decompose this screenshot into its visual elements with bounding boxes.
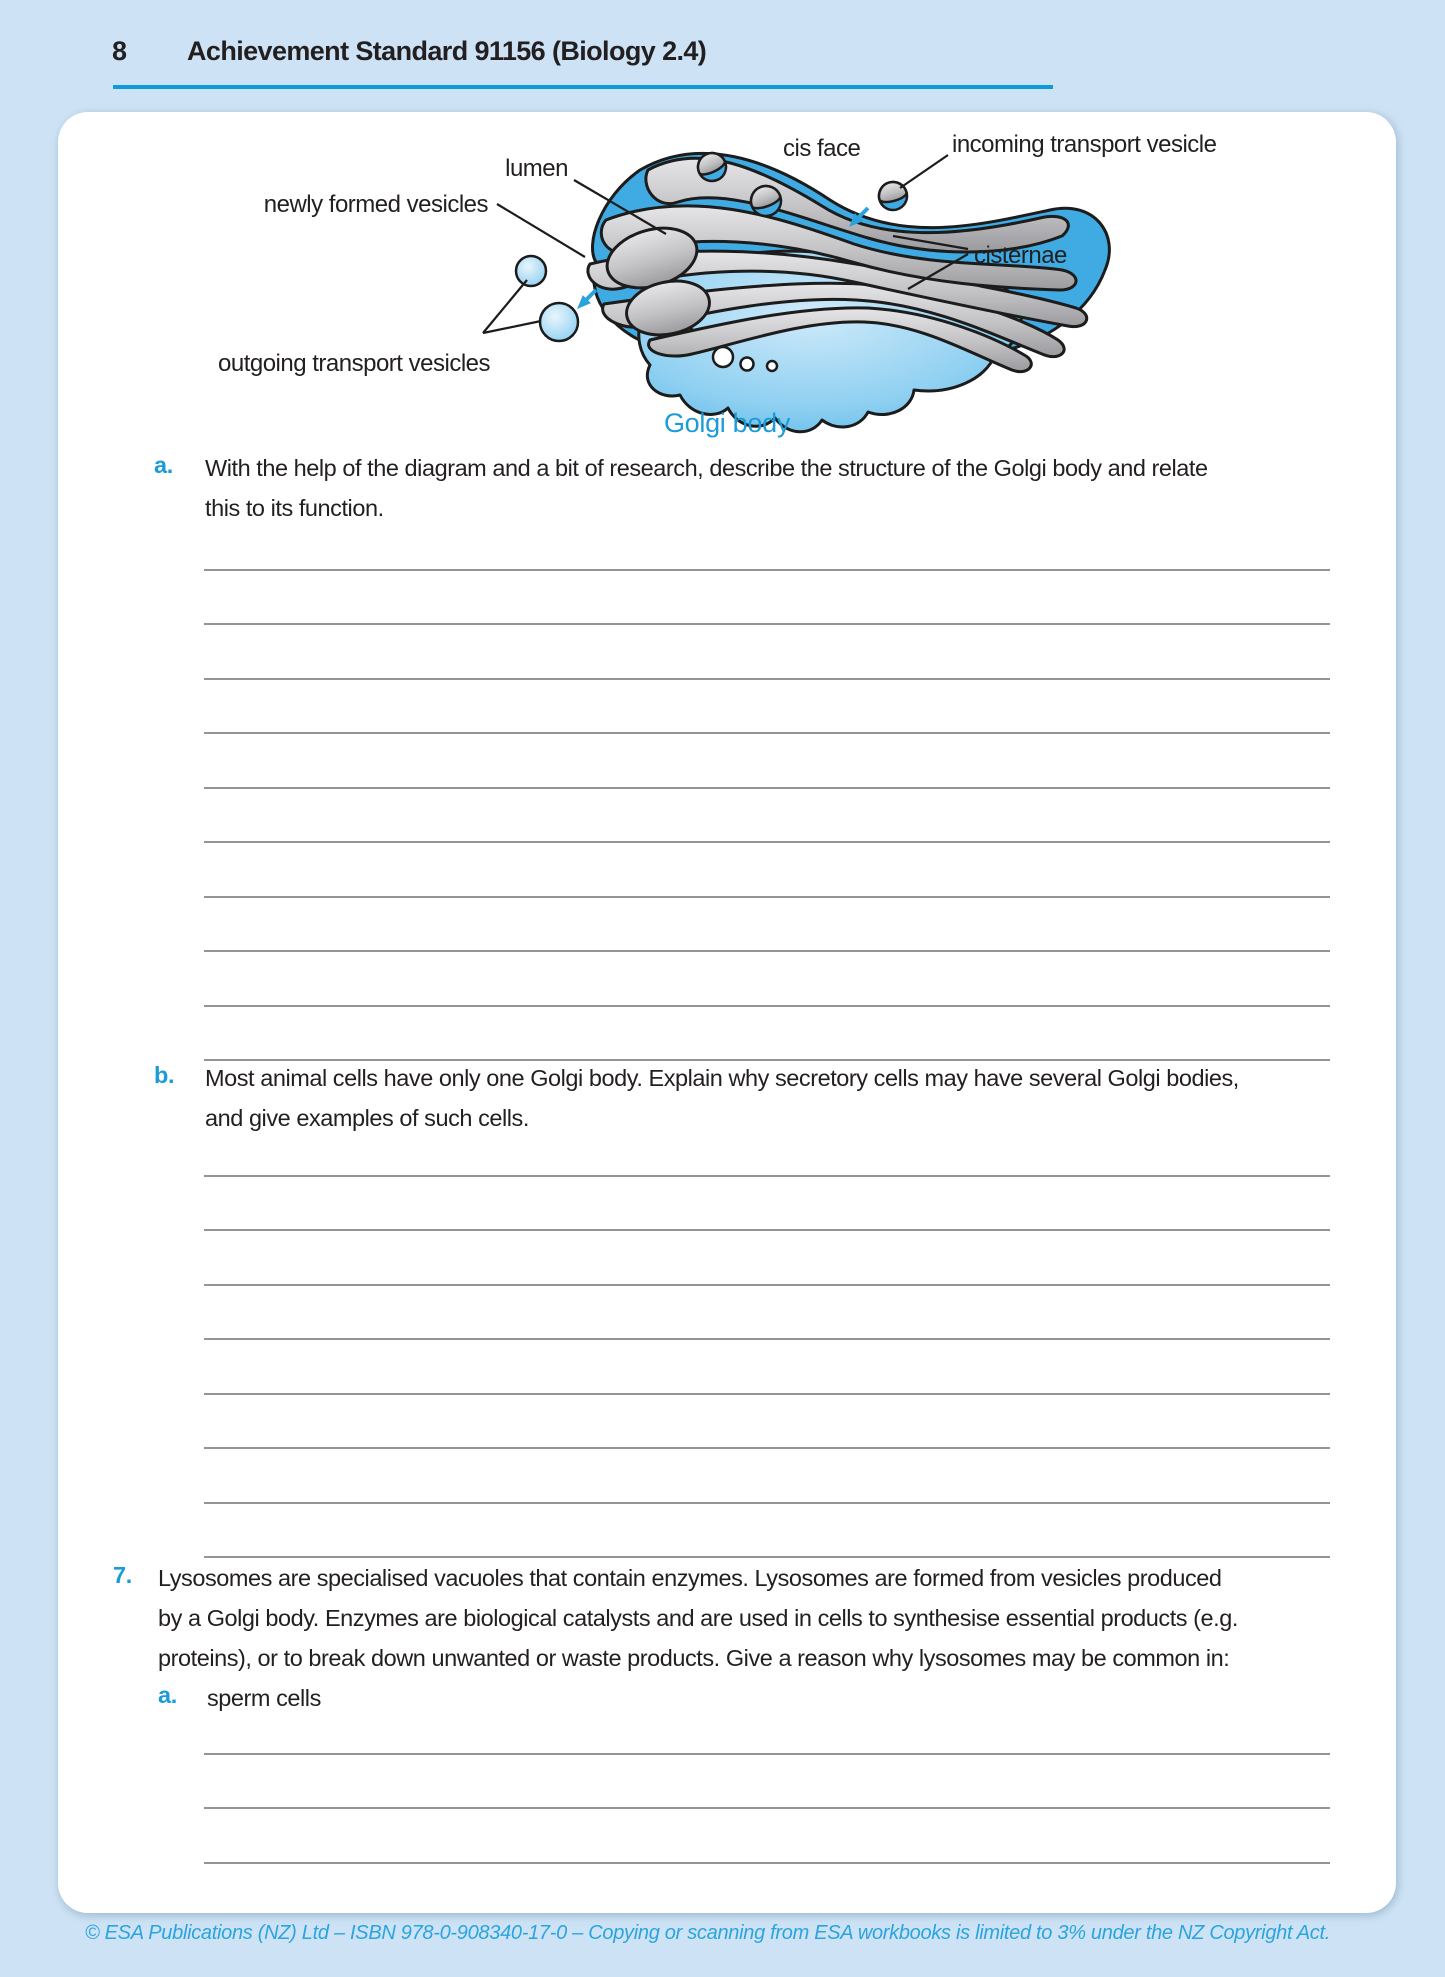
answer-line xyxy=(204,516,1330,571)
answer-line xyxy=(204,1700,1330,1755)
answer-line xyxy=(204,1340,1330,1395)
answer-line xyxy=(204,1395,1330,1450)
question-7-text-line: proteins), or to break down unwanted or waste products. Give a reason why lysosomes may be common in: xyxy=(158,1645,1230,1671)
label-newly-formed-vesicles: newly formed vesicles xyxy=(263,191,488,218)
answer-line xyxy=(204,734,1330,789)
answer-line xyxy=(204,843,1330,898)
answer-line xyxy=(204,625,1330,680)
leader-newly-formed xyxy=(497,204,585,257)
question-7-text xyxy=(158,1558,1331,1678)
answer-line xyxy=(204,1007,1330,1062)
answer-line xyxy=(204,789,1330,844)
answer-lines-b xyxy=(204,1122,1330,1558)
answer-line xyxy=(204,898,1330,953)
question-b-text-line: and give examples of such cells. xyxy=(205,1105,529,1131)
answer-line xyxy=(204,1449,1330,1504)
question-7a-text: sperm cells xyxy=(207,1685,321,1711)
answer-lines-7a xyxy=(204,1700,1330,1864)
label-outgoing-transport-vesicles: outgoing transport vesicles xyxy=(218,350,490,377)
question-7-number: 7. xyxy=(113,1562,132,1588)
question-a-text-line: this to its function. xyxy=(205,495,384,521)
answer-line xyxy=(204,571,1330,626)
leader-incoming xyxy=(900,155,948,188)
question-b-label: b. xyxy=(154,1062,175,1088)
outgoing-vesicle xyxy=(516,256,546,286)
secretory-hole xyxy=(741,358,754,371)
answer-line xyxy=(204,952,1330,1007)
answer-line xyxy=(204,1286,1330,1341)
question-7-text-line: Lysosomes are specialised vacuoles that contain enzymes. Lysosomes are formed from vesicles produced xyxy=(158,1565,1222,1591)
transport-arrow-outgoing xyxy=(578,290,596,308)
copyright-footer: © ESA Publications (NZ) Ltd – ISBN 978-0-908340-17-0 – Copying or scanning from ESA workbooks is limited to 3% under the NZ Copyright Act. xyxy=(84,1922,1330,1944)
page-title: Achievement Standard 91156 (Biology 2.4) xyxy=(187,36,707,66)
secretory-hole xyxy=(713,347,733,367)
answer-line xyxy=(204,680,1330,735)
answer-line xyxy=(204,1809,1330,1864)
label-incoming-transport-vesicle: incoming transport vesicle xyxy=(952,131,1217,158)
question-b-text-line: Most animal cells have only one Golgi body. Explain why secretory cells may have several Golgi bodies, xyxy=(205,1065,1239,1091)
secretory-hole xyxy=(767,361,777,371)
question-a-text-line: With the help of the diagram and a bit of research, describe the structure of the Golgi body and relate xyxy=(205,455,1208,481)
diagram-caption: Golgi body xyxy=(663,408,791,438)
question-a-label: a. xyxy=(154,452,173,478)
label-cisternae: cisternae xyxy=(974,242,1067,269)
outgoing-vesicle xyxy=(540,303,578,341)
answer-lines-a xyxy=(204,516,1330,1061)
answer-line xyxy=(204,1755,1330,1810)
answer-line xyxy=(204,1122,1330,1177)
page-number: 8 xyxy=(112,36,127,66)
question-7-text-line: by a Golgi body. Enzymes are biological catalysts and are used in cells to synthesise essential products (e.g. xyxy=(158,1605,1238,1631)
answer-line xyxy=(204,1177,1330,1232)
label-lumen: lumen xyxy=(505,155,568,182)
golgi-body-diagram xyxy=(0,0,1445,470)
answer-line xyxy=(204,1504,1330,1559)
label-cis-face: cis face xyxy=(783,135,861,162)
answer-line xyxy=(204,1231,1330,1286)
question-7a-label: a. xyxy=(158,1682,177,1708)
